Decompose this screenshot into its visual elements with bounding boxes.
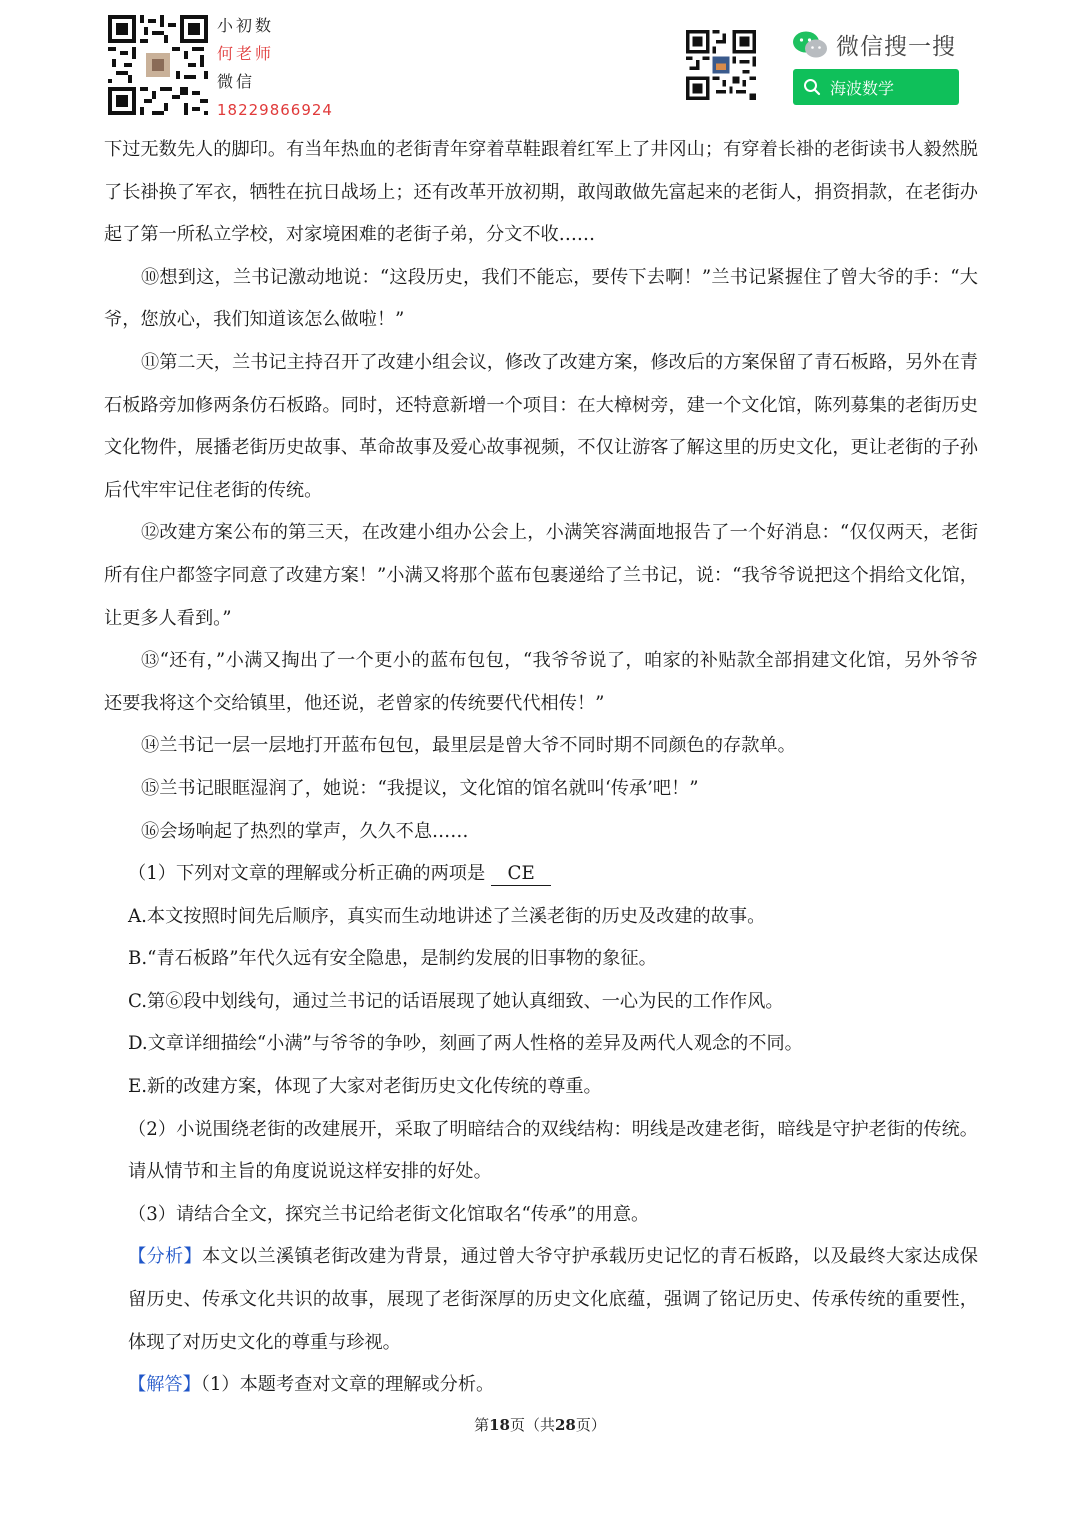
wechat-logo-icon bbox=[792, 30, 828, 60]
option-a: A.本文按照时间先后顺序，真实而生动地讲述了兰溪老街的历史及改建的故事。 bbox=[128, 905, 766, 927]
paragraph-11: ⑪第二天，兰书记主持召开了改建小组会议，修改了改建方案，修改后的方案保留了青石板路，另外在青石板路旁加修两条仿石板路。同时，还特意新增一个项目：在大樟树旁，建一个文化馆，陈列募集的老街历史文化物件，展播老街历史故事、革命故事及爱心故事视频，不仅让游客了解这里的历史文化，更让老街的子孙后代牢牢记住老街的传统。 bbox=[104, 351, 978, 501]
solution-text: （1）本题考查对文章的理解或分析。 bbox=[200, 1374, 495, 1396]
paragraph-13: ⑬“还有，”小满又掏出了一个更小的蓝布包包，“我爷爷说了，咱家的补贴款全部捐建文化馆，另外爷爷还要我将这个交给镇里，他还说，老曾家的传统要代代相传！” bbox=[104, 650, 978, 714]
paragraph-14: ⑭兰书记一层一层地打开蓝布包包，最里层是曾大爷不同时期不同颜色的存款单。 bbox=[141, 735, 796, 757]
question-1-text: （1）下列对文章的理解或分析正确的两项是 bbox=[128, 863, 486, 885]
qr-code-right bbox=[686, 30, 756, 100]
page-footer bbox=[0, 1414, 1080, 1435]
wechat-search-box[interactable] bbox=[793, 69, 959, 105]
document-body bbox=[104, 129, 978, 1407]
option-b: B.“青石板路”年代久远有安全隐患，是制约发展的旧事物的象征。 bbox=[128, 948, 657, 970]
wechat-search-brand bbox=[792, 28, 956, 61]
footer-total-pages: 28 bbox=[555, 1416, 576, 1434]
paragraph-16: ⑯会场响起了热烈的掌声，久久不息…… bbox=[141, 820, 469, 842]
question-1-answer: CE bbox=[491, 863, 551, 886]
paragraph-10: ⑩想到这，兰书记激动地说：“这段历史，我们不能忘，要传下去啊！”兰书记紧握住了曾大爷的手：“大爷，您放心，我们知道该怎么做啦！” bbox=[104, 266, 978, 331]
option-e: E.新的改建方案，体现了大家对老街历史文化传统的尊重。 bbox=[128, 1076, 602, 1098]
paragraph-15: ⑮兰书记眼眶湿润了，她说：“我提议，文化馆的馆名就叫‘传承’吧！” bbox=[141, 777, 699, 799]
solution-section bbox=[104, 1364, 978, 1407]
footer-prefix: 第 bbox=[474, 1416, 490, 1434]
qr-code-left bbox=[108, 15, 208, 115]
page-header bbox=[0, 0, 1080, 125]
question-2: （2）小说围绕老街的改建展开，采取了明暗结合的双线结构：明线是改建老街，暗线是守护老街的传统。请从情节和主旨的角度说说这样安排的好处。 bbox=[128, 1118, 978, 1183]
search-icon bbox=[803, 78, 821, 96]
question-3: （3）请结合全文，探究兰书记给老街文化馆取名“传承”的用意。 bbox=[128, 1203, 650, 1225]
search-query-label: 海波数学 bbox=[830, 78, 895, 98]
analysis-tag: 【分析】 bbox=[128, 1246, 202, 1268]
paragraph-continued: 下过无数先人的脚印。有当年热血的老街青年穿着草鞋跟着红军上了井冈山；有穿着长褂的老街读书人毅然脱了长褂换了军衣，牺牲在抗日战场上；还有改革开放初期，敢闯敢做先富起来的老街人，捐资捐款，在老街办起了第一所私立学校，对家境困难的老街子弟，分文不收…… bbox=[104, 139, 978, 246]
contact-line-wechat: 微信 bbox=[217, 72, 256, 91]
footer-mid: 页（共 bbox=[509, 1416, 555, 1434]
paragraph-12: ⑫改建方案公布的第三天，在改建小组办公会上，小满笑容满面地报告了一个好消息：“仅仅两天，老街所有住户都签字同意了改建方案！”小满又将那个蓝布包裹递给了兰书记，说：“我爷爷说把这个捐给文化馆，让更多人看到。” bbox=[104, 522, 978, 629]
analysis-text: 本文以兰溪镇老街改建为背景，通过曾大爷守护承载历史记忆的青石板路，以及最终大家达成保留历史、传承文化共识的故事，展现了老街深厚的历史文化底蕴，强调了铭记历史、传承传统的重要性，体现了对历史文化的尊重与珍视。 bbox=[128, 1246, 978, 1353]
footer-page-number: 18 bbox=[489, 1416, 510, 1434]
option-c: C.第⑥段中划线句，通过兰书记的话语展现了她认真细致、一心为民的工作作风。 bbox=[128, 990, 784, 1012]
question-1 bbox=[104, 853, 978, 896]
solution-tag: 【解答】 bbox=[128, 1374, 201, 1396]
contact-line-title: 小初数 bbox=[217, 16, 275, 35]
footer-suffix: 页） bbox=[575, 1416, 606, 1434]
analysis-section bbox=[104, 1236, 978, 1364]
option-d: D.文章详细描绘“小满”与爷爷的争吵，刻画了两人性格的差异及两代人观念的不同。 bbox=[128, 1033, 803, 1055]
contact-line-teacher: 何老师 bbox=[217, 44, 275, 63]
contact-line-phone: 18229866924 bbox=[217, 101, 333, 119]
contact-block bbox=[217, 12, 333, 124]
wechat-brand-label: 微信搜一搜 bbox=[836, 34, 956, 60]
